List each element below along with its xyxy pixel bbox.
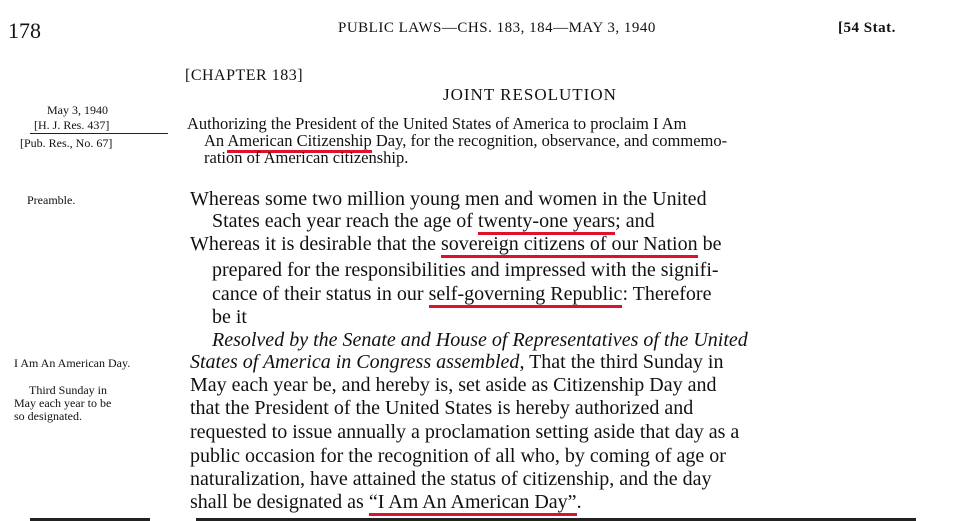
resolved-line-2-rest: , That the third Sunday in <box>519 351 724 373</box>
margin-rule <box>30 133 168 134</box>
highlighted-self-governing-republic: self-governing Republic <box>429 283 623 308</box>
whereas2-line-4: be it <box>212 306 247 328</box>
page-number: 178 <box>8 18 41 43</box>
whereas2-line-1-prefix: Whereas it is desirable that the <box>190 233 442 255</box>
resolved-line-2-italic: States of America in Congress assembled <box>190 351 520 373</box>
resolved-line-5: requested to issue annually a proclamation setting aside that day as a <box>190 421 740 443</box>
margin-date: May 3, 1940 <box>47 103 108 117</box>
resolved-line-7: naturalization, have attained the status of citizenship, and the day <box>190 468 712 490</box>
title-line-2-prefix: An <box>204 131 228 150</box>
cut-off-body-text <box>196 514 926 521</box>
resolved-line-1: Resolved by the Senate and House of Representatives of the United <box>212 329 748 351</box>
whereas2-line-2: prepared for the responsibilities and impressed with the signifi- <box>212 259 719 281</box>
highlighted-sovereign-citizens: sovereign citizens of our Nation <box>441 233 698 258</box>
margin-hj-res: [H. J. Res. 437] <box>34 118 110 132</box>
whereas2-line-3-prefix: cance of their status in our <box>212 283 429 305</box>
whereas1-line-2 <box>212 210 655 232</box>
margin-note-american-day: I Am An American Day. <box>14 356 131 370</box>
resolved-line-4: that the President of the United States is hereby authorized and <box>190 397 694 419</box>
highlighted-american-citizenship: American Citizenship <box>227 131 371 153</box>
whereas1-line-1: Whereas some two million young men and women in the United <box>190 188 707 210</box>
title-line-2-suffix: Day, for the recognition, observance, and commemo- <box>371 131 728 150</box>
whereas2-line-1-suffix: be <box>697 233 722 255</box>
whereas2-line-3 <box>212 283 711 305</box>
resolved-line-8-suffix: . <box>576 491 582 513</box>
running-title: PUBLIC LAWS—CHS. 183, 184—MAY 3, 1940 <box>338 20 656 36</box>
margin-note-line2: May each year to be <box>14 396 112 410</box>
whereas1-line-2-suffix: ; and <box>615 210 655 232</box>
margin-preamble: Preamble. <box>27 193 76 207</box>
joint-resolution-heading: JOINT RESOLUTION <box>443 85 617 104</box>
highlighted-twenty-one-years: twenty-one years <box>478 210 615 235</box>
title-line-3: ration of American citizenship. <box>204 148 409 167</box>
title-line-1: Authorizing the President of the United States of America to proclaim I Am <box>187 114 687 133</box>
highlighted-i-am-an-american-day: “I Am An American Day” <box>369 491 577 516</box>
chapter-heading: [CHAPTER 183] <box>185 67 304 84</box>
margin-note-line3: so designated. <box>14 409 82 423</box>
resolved-line-8-prefix: shall be designated as <box>190 491 369 513</box>
whereas2-line-3-suffix: : Therefore <box>622 283 712 305</box>
margin-pub-res: [Pub. Res., No. 67] <box>20 136 113 150</box>
whereas1-line-2-prefix: States each year reach the age of <box>212 210 478 232</box>
resolved-line-6: public occasion for the recognition of all who, by coming of age or <box>190 445 726 467</box>
resolved-line-8 <box>190 491 582 513</box>
resolved-line-3: May each year be, and hereby is, set aside as Citizenship Day and <box>190 374 717 396</box>
resolved-line-2 <box>190 351 724 373</box>
volume-reference: [54 Stat. <box>838 20 896 36</box>
cut-off-margin-text <box>30 514 160 521</box>
margin-note-line1: Third Sunday in <box>29 383 107 397</box>
whereas2-line-1 <box>190 233 722 255</box>
